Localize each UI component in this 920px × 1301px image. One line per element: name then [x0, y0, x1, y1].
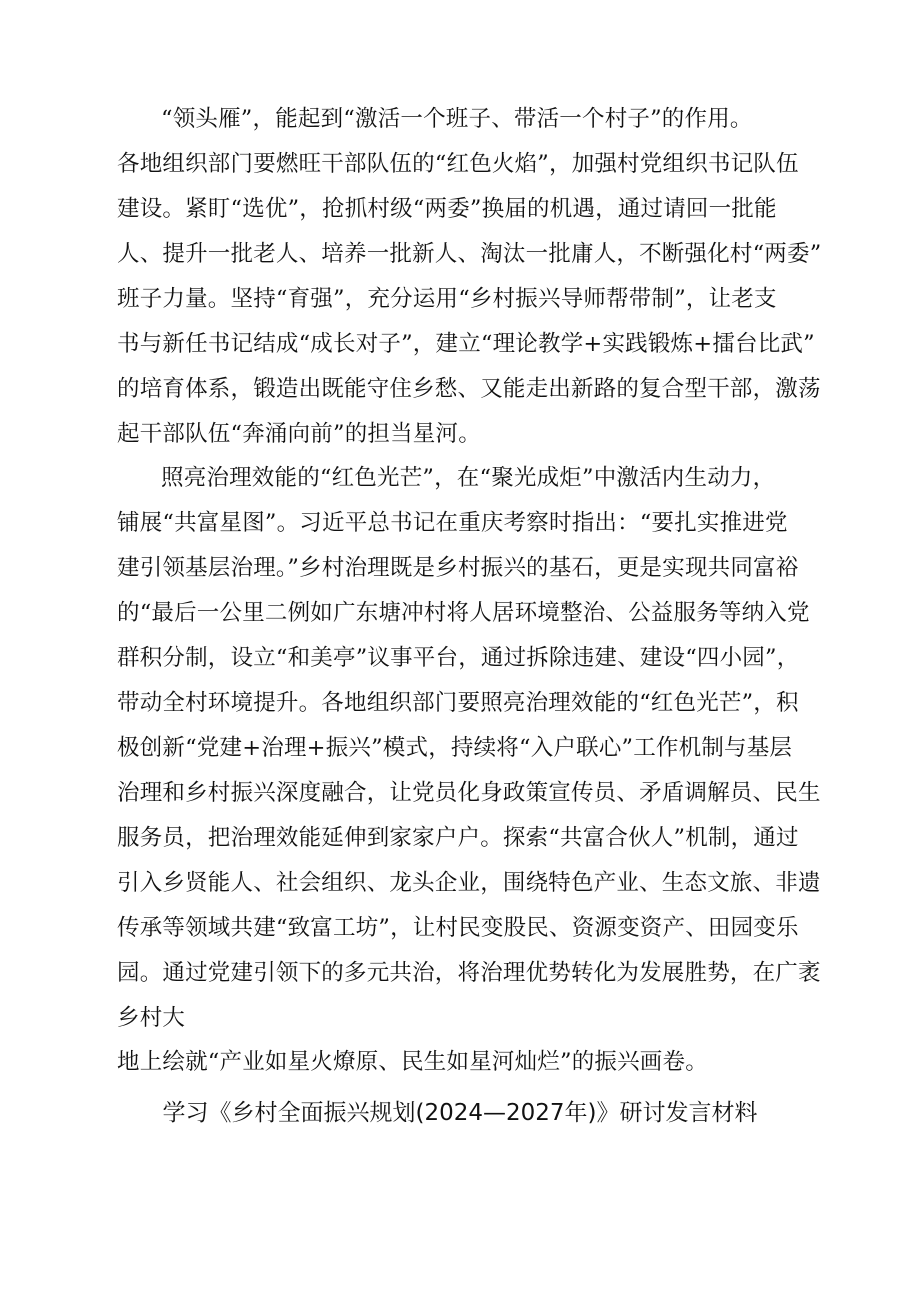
paragraph-line: 班子力量。坚持“育强”，充分运用“乡村振兴导师帮带制”，让老支	[117, 286, 777, 312]
paragraph-line: “领头雁”，能起到“激活一个班子、带活一个村子”的作用。	[161, 106, 753, 132]
paragraph-line: 传承等领域共建“致富工坊”，让村民变股民、资源变资产、田园变乐	[117, 915, 799, 941]
paragraph-line: 地上绘就“产业如星火燎原、民生如星河灿烂”的振兴画卷。	[117, 1049, 708, 1075]
paragraph-line: 带动全村环境提升。各地组织部门要照亮治理效能的“红色光芒”，积	[117, 690, 799, 716]
paragraph-line: 建引领基层治理。”乡村治理既是乡村振兴的基石，更是实现共同富裕	[117, 555, 799, 581]
paragraph-line: 建设。紧盯“选优”，抢抓村级“两委”换届的机遇，通过请回一批能	[117, 196, 777, 222]
paragraph-line: 引入乡贤能人、社会组织、龙头企业，围绕特色产业、生态文旅、非遗	[117, 870, 821, 896]
paragraph-line: 的“最后一公里二例如广东塘冲村将人居环境整治、公益服务等纳入党	[117, 600, 810, 626]
paragraph-line: 园。通过党建引领下的多元共治，将治理优势转化为发展胜势，在广袤	[117, 960, 821, 986]
paragraph-line: 起干部队伍“奔涌向前”的担当星河。	[117, 421, 481, 447]
paragraph-line: 书与新任书记结成“成长对子”，建立“理论教学+实践锻炼+擂台比武”	[117, 331, 815, 357]
paragraph-line: 各地组织部门要燃旺干部队伍的“红色火焰”，加强村党组织书记队伍	[117, 151, 799, 177]
paragraph-line: 照亮治理效能的“红色光芒”，在“聚光成炬”中激活内生动力，	[161, 465, 776, 491]
paragraph-line: 铺展“共富星图”。习近平总书记在重庆考察时指出：“要扎实推进党	[117, 510, 788, 536]
paragraph-line: 人、提升一批老人、培养一批新人、淘汰一批庸人，不断强化村“两委”	[117, 241, 822, 267]
paragraph-line: 群积分制，设立“和美亭”议事平台，通过拆除违建、建设“四小园”，	[117, 645, 800, 671]
section-heading: 学习《乡村全面振兴规划(2024—2027年)》研讨发言材料	[162, 1100, 758, 1126]
paragraph-line: 治理和乡村振兴深度融合，让党员化身政策宣传员、矛盾调解员、民生	[117, 780, 821, 806]
paragraph-line: 的培育体系，锻造出既能守住乡愁、又能走出新路的复合型干部，激荡	[117, 376, 821, 402]
paragraph-line: 极创新“党建+治理+振兴”模式，持续将“入户联心”工作机制与基层	[117, 735, 793, 761]
paragraph-line: 乡村大	[117, 1005, 186, 1031]
paragraph-line: 服务员，把治理效能延伸到家家户户。探索“共富合伙人”机制，通过	[117, 825, 799, 851]
